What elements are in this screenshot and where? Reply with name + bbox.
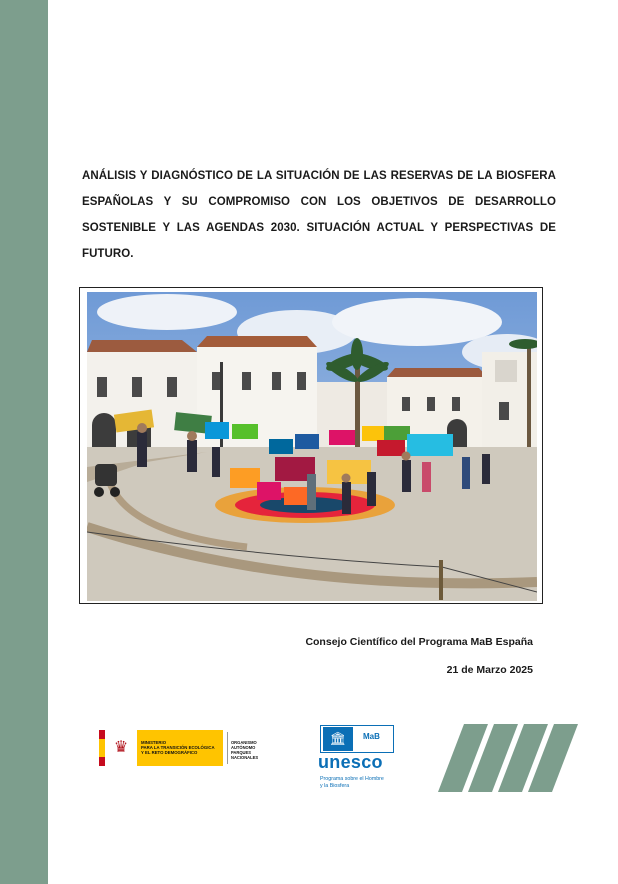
parques-nacionales-stripes-logo: [438, 724, 580, 792]
cover-photo-frame: [79, 287, 543, 604]
agency-name-line: NACIONALES: [231, 755, 259, 760]
unesco-wordmark: unesco: [318, 752, 383, 772]
unesco-subtitle: [320, 776, 384, 789]
unesco-emblem-box: [320, 725, 394, 753]
agency-name-block: [231, 740, 258, 760]
ministry-name-block: [137, 730, 223, 766]
spain-flag-icon: [99, 730, 105, 766]
unesco-logo: [318, 725, 408, 795]
unesco-subtitle-line: Programa sobre el Hombre: [320, 776, 384, 782]
date-line: 21 de Marzo 2025: [446, 664, 533, 676]
ministry-name-line: Y EL RETO DEMOGRÁFICO: [141, 750, 198, 756]
ministry-logo: [99, 728, 267, 768]
coat-of-arms-icon: ♛: [113, 739, 129, 756]
ministry-name-line: MINISTERIO: [141, 740, 167, 745]
ministry-name-line: PARA LA TRANSICIÓN ECOLÓGICA: [141, 745, 215, 751]
cover-photo: [87, 292, 537, 601]
agency-name-line: PARQUES: [231, 750, 251, 755]
unesco-subtitle-line: y la Biosfera: [320, 782, 350, 789]
author-line: Consejo Científico del Programa MaB España: [305, 636, 533, 648]
temple-icon: 🏛: [323, 727, 353, 751]
ministry-divider: [227, 732, 228, 764]
mab-mark: MaB: [363, 732, 380, 741]
plaza-sdg-photo: [87, 292, 537, 601]
agency-name-line: ORGANISMO: [231, 740, 257, 745]
document-title: ANÁLISIS Y DIAGNÓSTICO DE LA SITUACIÓN DE LAS RESERVAS DE LA BIOSFERA ESPAÑOLAS Y SU COMPROMISO CON LOS OBJETIVOS DE DESARROLLO SOSTENIBLE Y LAS AGENDAS 2030. SITUACIÓN ACTUAL Y PERSPECTIVAS DE FUTURO.: [82, 170, 556, 260]
side-accent-bar: [0, 0, 48, 884]
agency-name-line: AUTÓNOMO: [231, 745, 256, 750]
